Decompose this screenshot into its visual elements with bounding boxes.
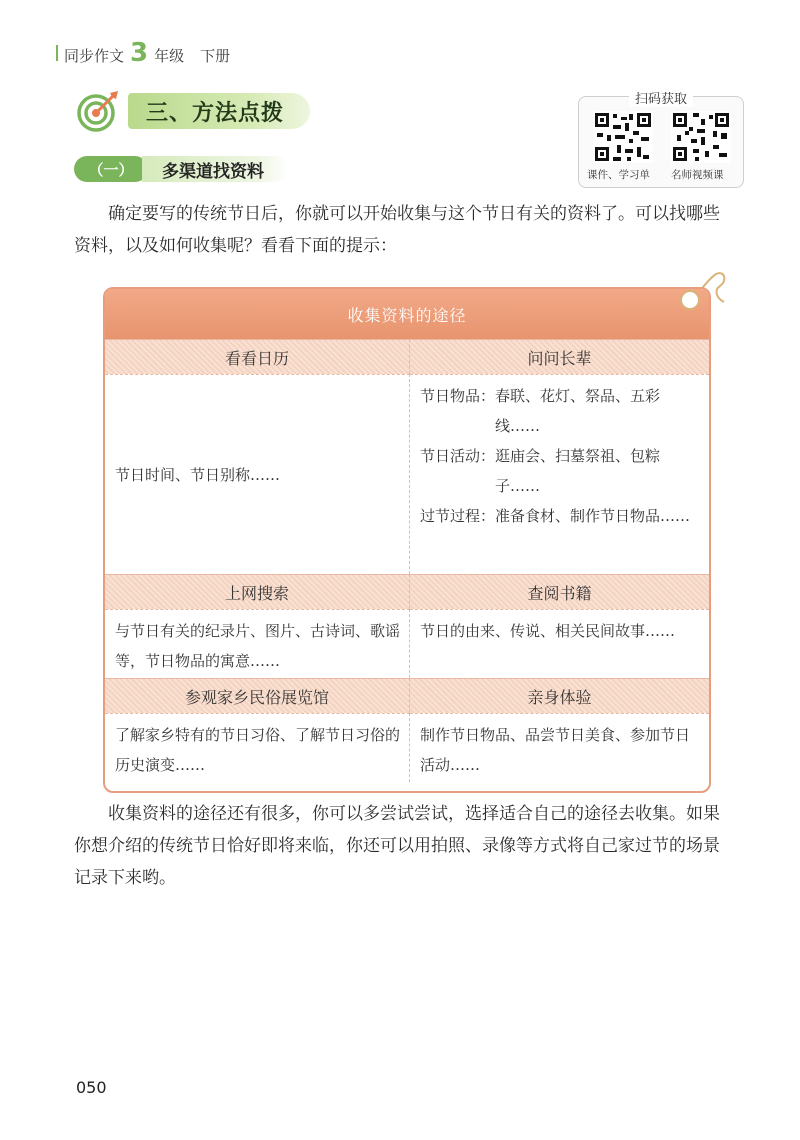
running-header: [56, 40, 230, 66]
subsection-heading: [74, 154, 288, 184]
table-title: 收集资料的途径: [105, 289, 709, 339]
table-cell: 与节日有关的纪录片、图片、古诗词、歌谣等，节日物品的寓意……: [105, 609, 410, 678]
item-value: 春联、花灯、祭品、五彩线……: [495, 387, 661, 435]
header-divider: [56, 45, 58, 61]
column-header: 问问长辈: [410, 339, 709, 374]
table-row: [105, 678, 709, 782]
qr-code-icon[interactable]: [671, 111, 731, 163]
grade-number: 3: [130, 38, 149, 68]
item-key: 过节过程：: [420, 507, 496, 525]
list-item: [420, 381, 703, 441]
item-key: 节日活动：: [420, 447, 496, 465]
table-cell: [105, 374, 410, 574]
column-header: 看看日历: [105, 339, 410, 374]
table-cell: [410, 374, 709, 574]
section-heading: [76, 90, 310, 132]
cell-text: 节日时间、节日别称……: [115, 465, 281, 484]
qr-title: 扫码获取: [629, 88, 693, 107]
collection-methods-table: [103, 287, 711, 793]
table-cell: 制作节日物品、品尝节日美食、参加节日活动……: [410, 713, 709, 782]
table-cell: 节日的由来、传说、相关民间故事……: [410, 609, 709, 678]
table-row: [105, 339, 709, 574]
table-row: [105, 574, 709, 678]
page-number: 050: [76, 1078, 107, 1097]
list-item: [420, 501, 703, 531]
intro-paragraph: 确定要写的传统节日后，你就可以开始收集与这个节日有关的资料了。可以找哪些资料，以及如何收集呢？看看下面的提示：: [74, 204, 720, 256]
qr-right-caption: 名师视频课: [671, 169, 724, 181]
grade-label: 年级: [154, 47, 185, 65]
closing-paragraph: 收集资料的途径还有很多，你可以多尝试尝试，选择适合自己的途径去收集。如果你想介绍的传统节日恰好即将来临，你还可以用拍照、录像等方式将自己家过节的场景记录下来哟。: [74, 804, 720, 888]
column-header: 上网搜索: [105, 574, 410, 609]
list-item: [420, 441, 703, 501]
item-key: 节日物品：: [420, 387, 496, 405]
qr-code-icon[interactable]: [593, 111, 653, 163]
qr-left-caption: 课件、学习单: [587, 169, 650, 181]
column-header: 查阅书籍: [410, 574, 709, 609]
table-cell: 了解家乡特有的节日习俗、了解节日习俗的历史演变……: [105, 713, 410, 782]
column-header: 亲身体验: [410, 678, 709, 713]
subsection-number: （一）: [74, 156, 148, 182]
tag-ring-icon: [680, 290, 700, 310]
item-value: 逛庙会、扫墓祭祖、包粽子……: [495, 447, 661, 495]
qr-panel: [578, 92, 744, 188]
book-title: 同步作文: [64, 47, 125, 65]
item-value: 准备食材、制作节日物品……: [495, 507, 691, 525]
section-title: 三、方法点拨: [128, 93, 310, 129]
term-label: 下册: [200, 47, 231, 65]
subsection-title: 多渠道找资料: [142, 156, 288, 182]
column-header: 参观家乡民俗展览馆: [105, 678, 410, 713]
target-icon: [76, 89, 120, 133]
